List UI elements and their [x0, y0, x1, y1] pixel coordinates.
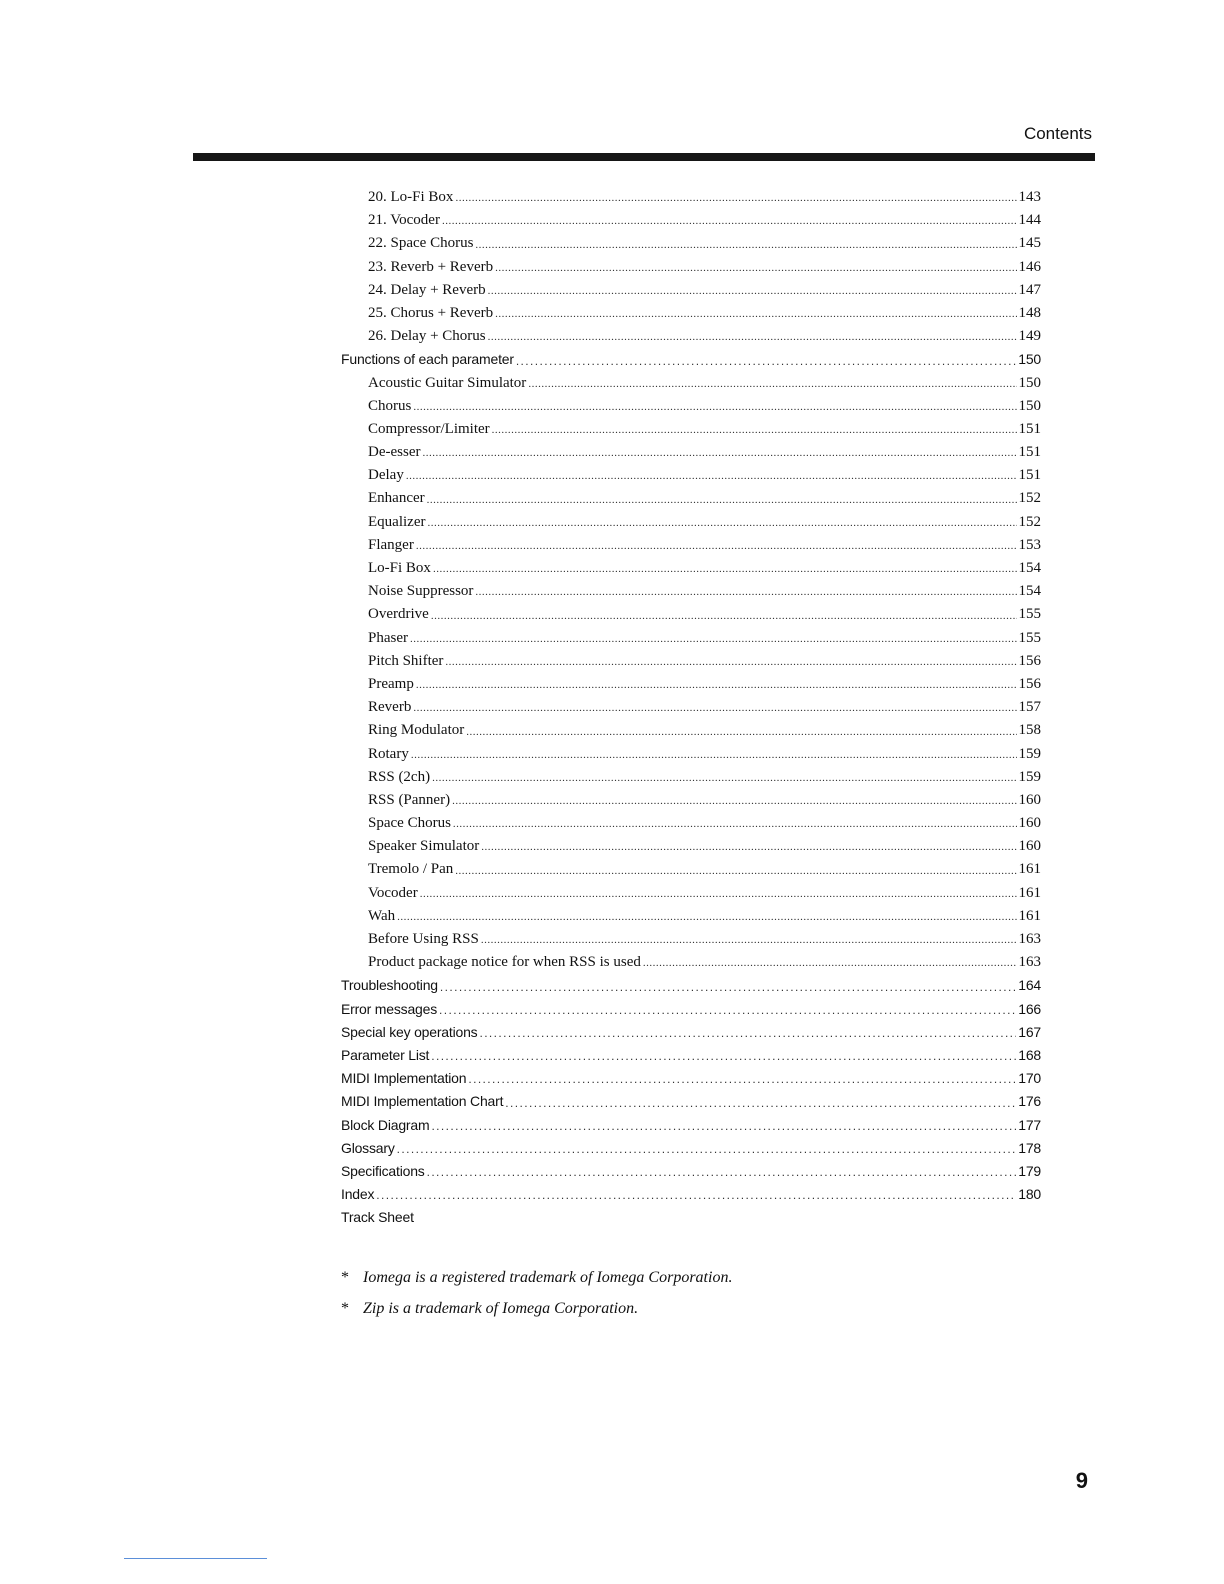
- toc-entry-title: 21. Vocoder: [368, 212, 440, 229]
- page-header-title: Contents: [1023, 124, 1092, 143]
- toc-entry-title: 20. Lo-Fi Box: [368, 189, 454, 205]
- toc-entry-title: MIDI Implementation Chart: [341, 1093, 504, 1110]
- dot-leader: [397, 905, 1016, 928]
- toc-entry[interactable]: [341, 372, 1041, 395]
- toc-entry[interactable]: [341, 186, 1041, 209]
- toc-entry-page: 151: [1018, 420, 1041, 437]
- dot-leader: [431, 603, 1017, 626]
- toc-entry-page: 160: [1018, 838, 1041, 855]
- dot-leader: [410, 627, 1017, 650]
- toc-entry-title: 23. Reverb + Reverb: [368, 258, 494, 275]
- toc-entry-page: 161: [1018, 861, 1041, 878]
- toc-entry[interactable]: [341, 858, 1041, 881]
- toc-entry-page: 146: [1018, 258, 1041, 275]
- dot-leader: [475, 580, 1016, 603]
- toc-entry[interactable]: [341, 580, 1041, 603]
- toc-entry[interactable]: [341, 743, 1041, 766]
- toc-entry[interactable]: [341, 1160, 1041, 1183]
- dot-leader: [422, 441, 1016, 464]
- toc-entry-title: Reverb: [368, 699, 412, 716]
- dot-leader: [479, 1021, 1016, 1044]
- toc-entry-title: Ring Modulator: [368, 722, 465, 739]
- toc-entry[interactable]: [341, 905, 1041, 928]
- toc-entry-title: 26. Delay + Chorus: [368, 328, 486, 345]
- toc-entry-page: 147: [1018, 281, 1041, 298]
- toc-entry-page: 179: [1018, 1162, 1041, 1179]
- dot-leader: [431, 1114, 1016, 1137]
- bottom-rule: [124, 1558, 267, 1559]
- dot-leader: [488, 325, 1017, 348]
- dot-leader: [481, 928, 1017, 951]
- toc-entry-page: 159: [1018, 768, 1041, 785]
- toc-entry[interactable]: [341, 719, 1041, 742]
- dot-leader: [416, 673, 1017, 696]
- toc-entry-page: 150: [1018, 374, 1041, 391]
- toc-entry-page: 161: [1018, 907, 1041, 924]
- toc-entry-title: De-esser: [368, 444, 421, 461]
- toc-entry[interactable]: [341, 766, 1041, 789]
- toc-entry-page: 144: [1018, 212, 1041, 229]
- toc-entry[interactable]: [341, 534, 1041, 557]
- dot-leader: [427, 487, 1017, 510]
- toc-entry-title: Specifications: [341, 1162, 425, 1179]
- toc-entry[interactable]: [341, 256, 1041, 279]
- toc-entry-page: 163: [1018, 954, 1041, 971]
- toc-entry-title: Preamp: [368, 675, 414, 692]
- toc-entry-title: 22. Space Chorus: [368, 235, 474, 252]
- trademark-note: [341, 1262, 1041, 1293]
- toc-entry-title: Parameter List: [341, 1046, 430, 1063]
- page-number: 9: [1075, 1468, 1088, 1493]
- toc-entry[interactable]: [341, 603, 1041, 626]
- dot-leader: [376, 1183, 1016, 1206]
- toc-entry-page: 150: [1018, 351, 1041, 368]
- dot-leader: [432, 766, 1016, 789]
- toc-entry-title: Index: [341, 1186, 375, 1203]
- toc-entry[interactable]: [341, 696, 1041, 719]
- toc-entry-page: 157: [1018, 699, 1041, 716]
- dot-leader: [420, 882, 1017, 905]
- toc-entry[interactable]: [341, 882, 1041, 905]
- toc-entry-title: Delay: [368, 467, 404, 484]
- toc-entry-title: Flanger: [368, 536, 414, 553]
- dot-leader: [643, 951, 1017, 974]
- toc-entry[interactable]: [341, 279, 1041, 302]
- toc-entry-title: 25. Chorus + Reverb: [368, 304, 494, 321]
- toc-entry[interactable]: [341, 974, 1041, 997]
- dot-leader: [452, 789, 1016, 812]
- toc-entry-title: Glossary: [341, 1139, 395, 1156]
- toc-entry-page: 177: [1018, 1116, 1041, 1133]
- dot-leader: [528, 372, 1016, 395]
- dot-leader: [488, 279, 1017, 302]
- toc-entry-page: 149: [1018, 328, 1041, 345]
- toc-entry-title: Acoustic Guitar Simulator: [368, 374, 527, 391]
- toc-entry[interactable]: [341, 928, 1041, 951]
- toc-entry[interactable]: [341, 1044, 1041, 1067]
- toc-entry-page: 168: [1018, 1046, 1041, 1063]
- toc-entry-page: 154: [1018, 560, 1041, 576]
- toc-entry-page: 161: [1018, 884, 1041, 901]
- dot-leader: [427, 1160, 1017, 1183]
- toc-entry-page: 178: [1018, 1139, 1041, 1156]
- toc-entry-page: 148: [1018, 304, 1041, 321]
- table-of-contents: [341, 186, 1041, 1229]
- dot-leader: [445, 650, 1016, 673]
- toc-entry-page: 176: [1018, 1093, 1041, 1110]
- toc-entry-title: Block Diagram: [341, 1116, 430, 1133]
- toc-entry-page: 152: [1018, 490, 1041, 507]
- toc-entry-title: Vocoder: [368, 884, 418, 901]
- toc-entry[interactable]: [341, 1067, 1041, 1090]
- toc-entry-page: 160: [1018, 791, 1041, 808]
- toc-entry-page: 145: [1018, 235, 1041, 252]
- toc-entry-page: 160: [1018, 815, 1041, 832]
- toc-entry-title: Phaser: [368, 629, 408, 646]
- toc-entry-title: Lo-Fi Box: [368, 560, 431, 576]
- toc-entry[interactable]: [341, 209, 1041, 232]
- dot-leader: [397, 1137, 1017, 1160]
- toc-entry[interactable]: [341, 395, 1041, 418]
- dot-leader: [406, 464, 1017, 487]
- dot-leader: [466, 719, 1016, 742]
- dot-leader: [413, 395, 1016, 418]
- toc-entry-title: Chorus: [368, 397, 412, 414]
- toc-entry-title: Overdrive: [368, 606, 429, 623]
- toc-entry-title: Tremolo / Pan: [368, 861, 454, 878]
- toc-entry-title: Functions of each parameter: [341, 351, 514, 368]
- toc-entry[interactable]: [341, 998, 1041, 1021]
- toc-entry[interactable]: [341, 511, 1041, 534]
- toc-entry[interactable]: [341, 1114, 1041, 1137]
- toc-entry-title: RSS (Panner): [368, 791, 451, 808]
- toc-entry-title: Equalizer: [368, 513, 426, 530]
- toc-entry-page: 150: [1018, 397, 1041, 414]
- toc-entry[interactable]: [341, 464, 1041, 487]
- toc-entry-title: Special key operations: [341, 1023, 478, 1040]
- toc-entry-title: Space Chorus: [368, 815, 451, 832]
- trademark-notes: [341, 1262, 1041, 1324]
- dot-leader: [455, 186, 1016, 209]
- toc-entry-title: Noise Suppressor: [368, 583, 474, 600]
- toc-entry[interactable]: [341, 673, 1041, 696]
- dot-leader: [411, 743, 1017, 766]
- dot-leader: [433, 557, 1017, 580]
- toc-entry[interactable]: [341, 441, 1041, 464]
- dot-leader: [439, 998, 1016, 1021]
- toc-entry-title: Product package notice for when RSS is used: [368, 954, 641, 971]
- toc-entry[interactable]: [341, 789, 1041, 812]
- header-rule: [193, 153, 1095, 161]
- dot-leader: [455, 858, 1016, 881]
- dot-leader: [481, 835, 1016, 858]
- toc-entry-title: Compressor/Limiter: [368, 420, 490, 437]
- toc-entry[interactable]: [341, 835, 1041, 858]
- toc-entry[interactable]: [341, 325, 1041, 348]
- toc-entry-page: 167: [1018, 1023, 1041, 1040]
- toc-entry[interactable]: [341, 1090, 1041, 1113]
- toc-entry[interactable]: [341, 557, 1041, 580]
- toc-entry[interactable]: [341, 302, 1041, 325]
- toc-entry[interactable]: [341, 232, 1041, 255]
- dot-leader: [495, 302, 1016, 325]
- toc-entry-page: 180: [1018, 1186, 1041, 1203]
- toc-entry-page: 151: [1018, 467, 1041, 484]
- dot-leader: [416, 534, 1017, 557]
- toc-entry[interactable]: [341, 1137, 1041, 1160]
- toc-entry[interactable]: [341, 812, 1041, 835]
- toc-entry-page: 155: [1018, 629, 1041, 646]
- toc-entry-title: Speaker Simulator: [368, 838, 480, 855]
- trademark-note: [341, 1293, 1041, 1324]
- toc-entry-title: RSS (2ch): [368, 768, 431, 785]
- toc-entry[interactable]: [341, 348, 1041, 371]
- toc-entry-title: Wah: [368, 907, 396, 924]
- toc-entry-title: Troubleshooting: [341, 977, 438, 994]
- toc-entry-page: 155: [1018, 606, 1041, 623]
- toc-entry-page: 156: [1018, 675, 1041, 692]
- dot-leader: [492, 418, 1017, 441]
- toc-entry[interactable]: [341, 487, 1041, 510]
- toc-entry[interactable]: [341, 627, 1041, 650]
- asterisk-marker: *: [341, 1269, 349, 1286]
- toc-entry-page: 156: [1018, 652, 1041, 669]
- toc-entry-page: 151: [1018, 444, 1041, 461]
- toc-entry[interactable]: [341, 1021, 1041, 1044]
- toc-entry-page: 143: [1018, 189, 1041, 205]
- toc-entry-title: Enhancer: [368, 490, 425, 507]
- toc-entry-page: 159: [1018, 745, 1041, 762]
- toc-entry-title: Pitch Shifter: [368, 652, 444, 669]
- toc-entry[interactable]: [341, 951, 1041, 974]
- toc-entry-title: Rotary: [368, 745, 409, 762]
- note-text: Zip is a trademark of Iomega Corporation.: [363, 1300, 639, 1317]
- dot-leader: [442, 209, 1017, 232]
- toc-entry-title: Before Using RSS: [368, 931, 479, 947]
- toc-entry-title: Track Sheet: [341, 1209, 414, 1226]
- dot-leader: [453, 812, 1017, 835]
- toc-entry-page: 166: [1018, 1000, 1041, 1017]
- dot-leader: [440, 974, 1016, 997]
- dot-leader: [468, 1067, 1016, 1090]
- toc-entry-title: MIDI Implementation: [341, 1070, 467, 1087]
- dot-leader: [495, 256, 1016, 279]
- toc-entry-page: 154: [1018, 583, 1041, 600]
- toc-entry-page: 170: [1018, 1070, 1041, 1087]
- toc-entry[interactable]: [341, 650, 1041, 673]
- dot-leader: [413, 696, 1016, 719]
- asterisk-marker: *: [341, 1300, 349, 1317]
- toc-entry[interactable]: [341, 1183, 1041, 1206]
- toc-entry[interactable]: [341, 1206, 1041, 1229]
- toc-entry-page: 153: [1018, 536, 1041, 553]
- dot-leader: [427, 511, 1016, 534]
- toc-entry-title: Error messages: [341, 1000, 438, 1017]
- toc-entry-page: 158: [1018, 722, 1041, 739]
- dot-leader: [516, 348, 1016, 371]
- dot-leader: [505, 1090, 1016, 1113]
- toc-entry-page: 163: [1018, 931, 1041, 947]
- dot-leader: [431, 1044, 1016, 1067]
- dot-leader: [475, 232, 1016, 255]
- note-text: Iomega is a registered trademark of Iomega Corporation.: [363, 1269, 733, 1286]
- toc-entry-page: 152: [1018, 513, 1041, 530]
- toc-entry-title: 24. Delay + Reverb: [368, 281, 486, 298]
- toc-entry-page: 164: [1018, 977, 1041, 994]
- toc-entry[interactable]: [341, 418, 1041, 441]
